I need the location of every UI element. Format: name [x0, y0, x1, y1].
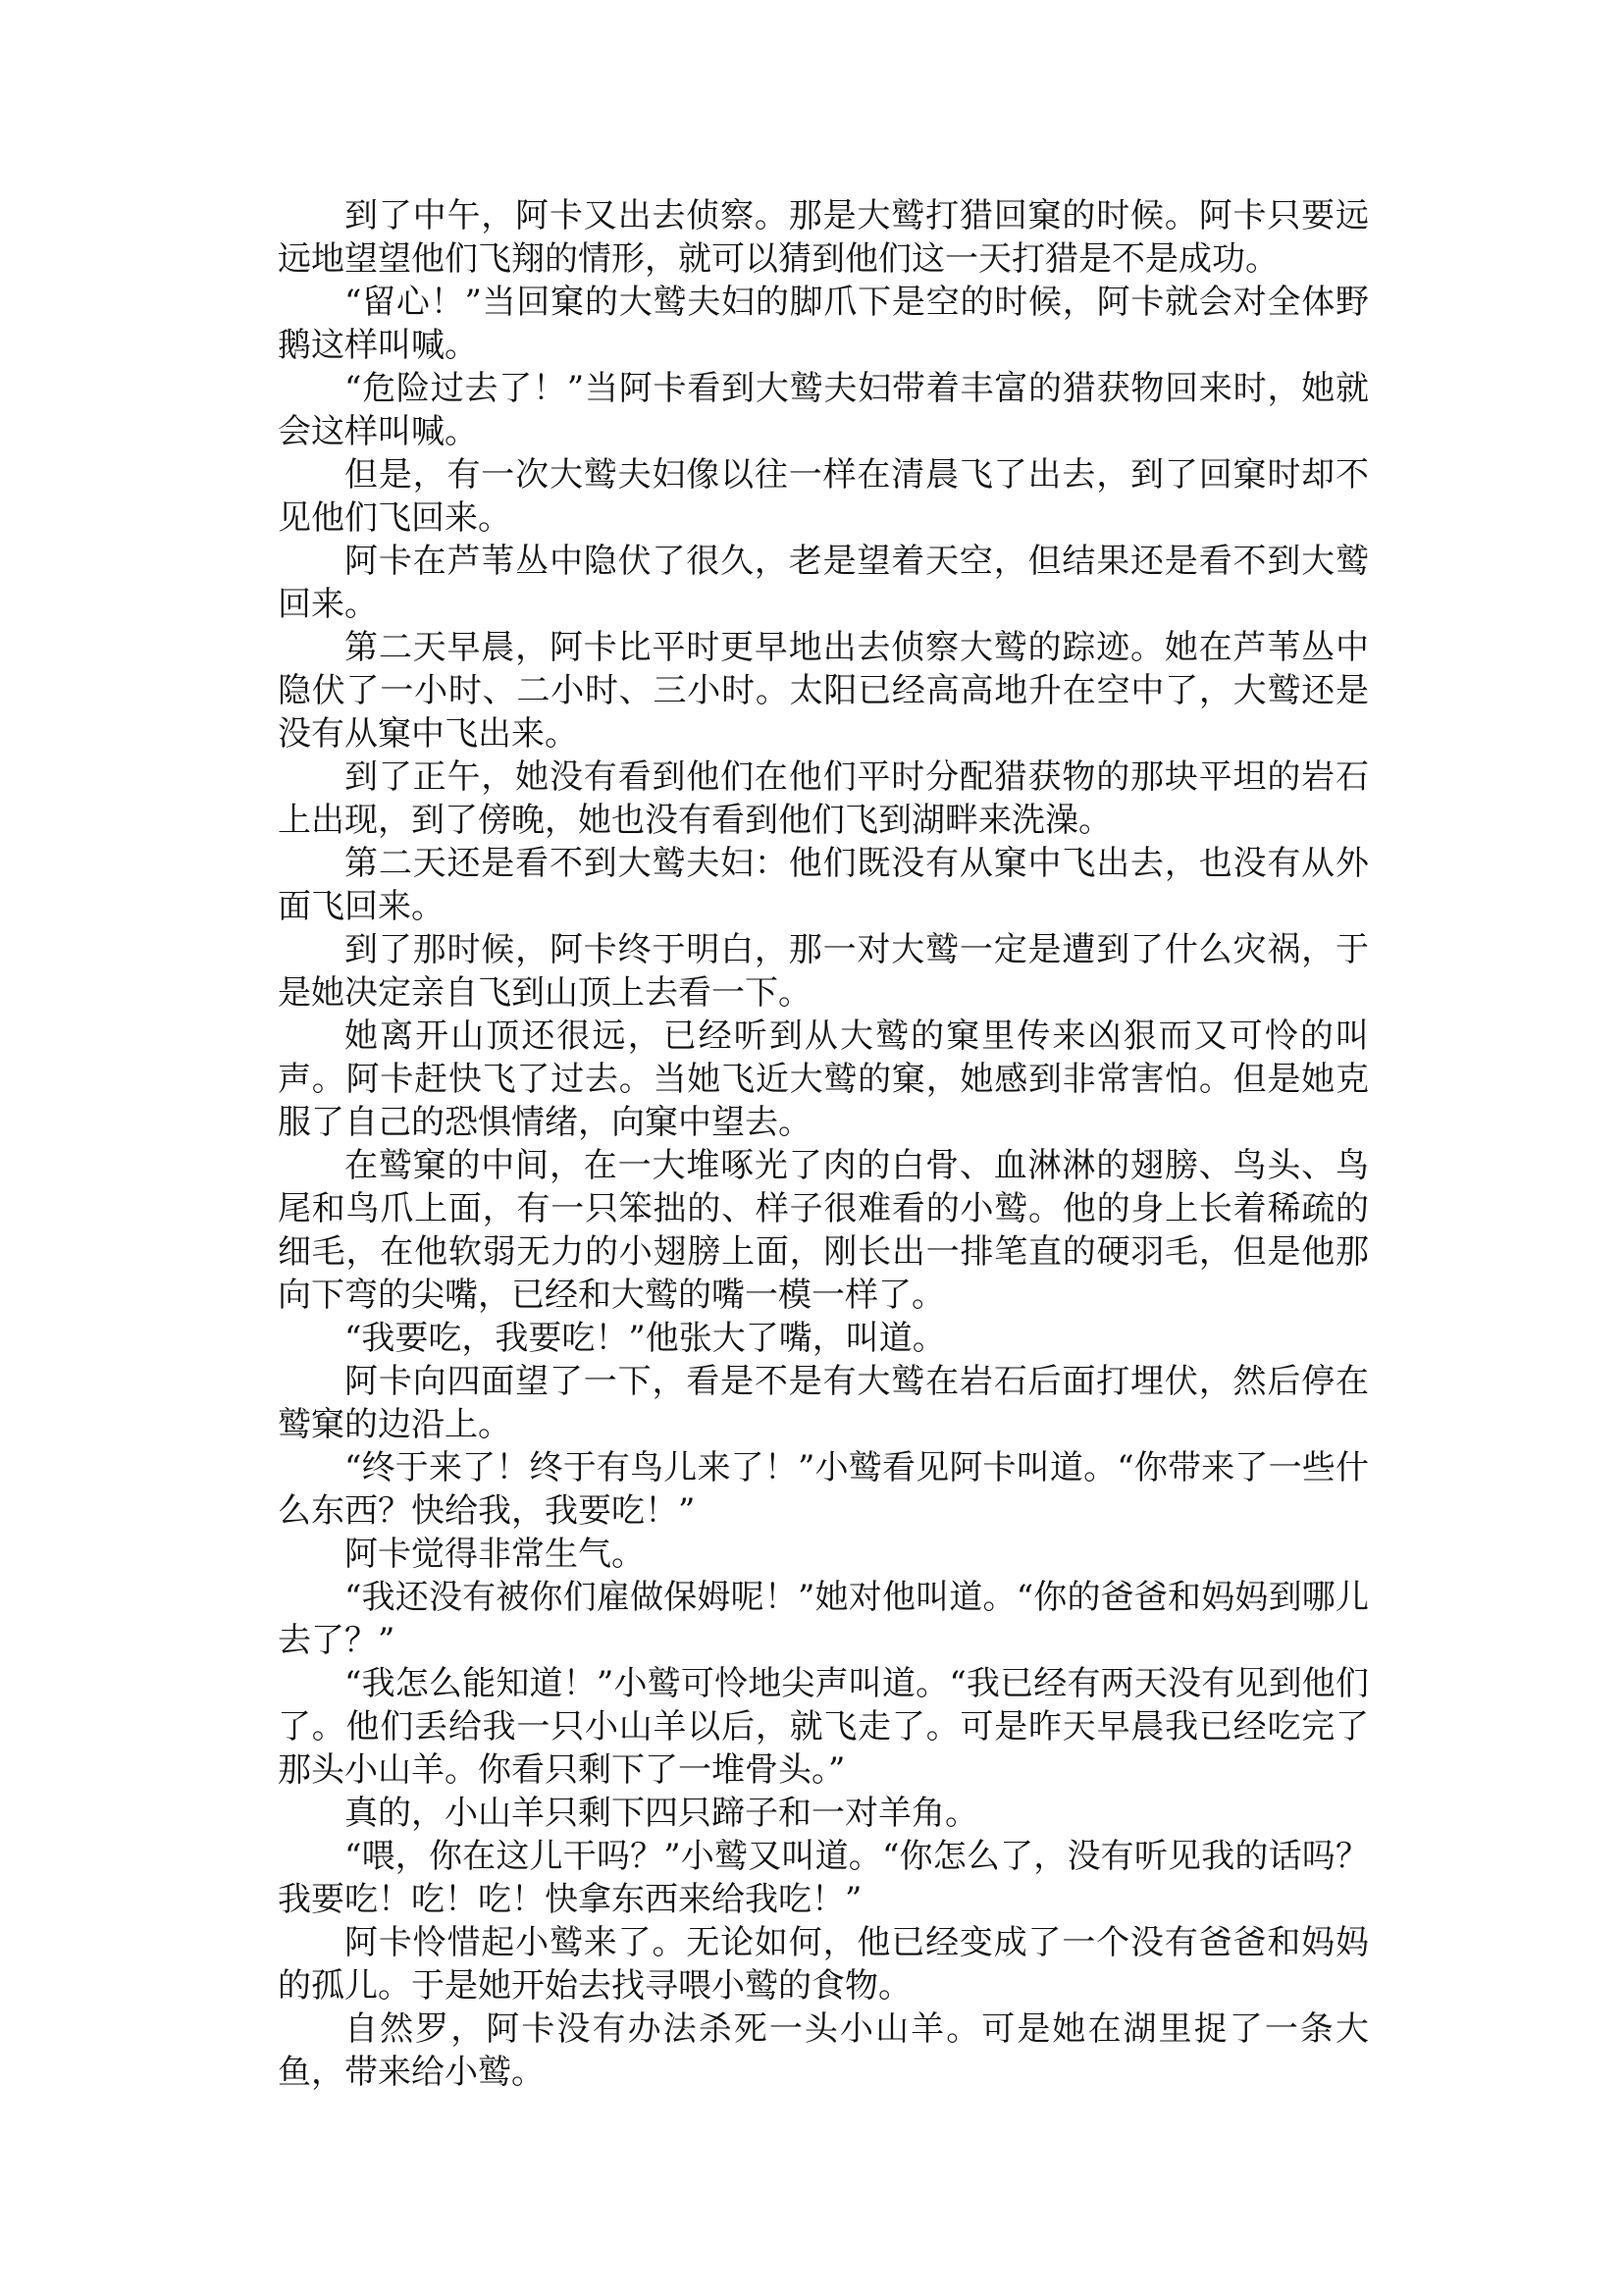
paragraph: 第二天还是看不到大鹫夫妇：他们既没有从窠中飞出去，也没有从外面飞回来。 — [278, 844, 1369, 926]
story-text — [278, 194, 1369, 2094]
paragraph: “喂，你在这儿干吗？”小鹫又叫道。“你怎么了，没有听见我的话吗？我要吃！吃！吃！快拿东西来给我吃！” — [278, 1837, 1369, 1919]
paragraph: “我怎么能知道！”小鹫可怜地尖声叫道。“我已经有两天没有见到他们了。他们丢给我一只小山羊以后，就飞走了。可是昨天早晨我已经吃完了那头小山羊。你看只剩下了一堆骨头。” — [278, 1664, 1369, 1790]
paragraph: 阿卡向四面望了一下，看是不是有大鹫在岩石后面打埋伏，然后停在鹫窠的边沿上。 — [278, 1362, 1369, 1444]
paragraph: “留心！”当回窠的大鹫夫妇的脚爪下是空的时候，阿卡就会对全体野鹅这样叫喊。 — [278, 283, 1369, 365]
paragraph: 她离开山顶还很远，已经听到从大鹫的窠里传来凶狠而又可怜的叫声。阿卡赶快飞了过去。当她飞近大鹫的窠，她感到非常害怕。但是她克服了自己的恐惧情绪，向窠中望去。 — [278, 1017, 1369, 1142]
paragraph: 到了中午，阿卡又出去侦察。那是大鹫打猎回窠的时候。阿卡只要远远地望望他们飞翔的情形，就可以猜到他们这一天打猎是不是成功。 — [278, 196, 1369, 279]
paragraph: 真的，小山羊只剩下四只蹄子和一对羊角。 — [344, 1794, 978, 1833]
paragraph: 到了正午，她没有看到他们在他们平时分配猎获物的那块平坦的岩石上出现，到了傍晚，她也没有看到他们飞到湖畔来洗澡。 — [278, 757, 1369, 840]
paragraph: 到了那时候，阿卡终于明白，那一对大鹫一定是遭到了什么灾祸，于是她决定亲自飞到山顶上去看一下。 — [278, 930, 1369, 1013]
paragraph: 在鹫窠的中间，在一大堆啄光了肉的白骨、血淋淋的翅膀、鸟头、鸟尾和鸟爪上面，有一只笨拙的、样子很难看的小鹫。他的身上长着稀疏的细毛，在他软弱无力的小翅膀上面，刚长出一排笔直的硬羽毛，但是他那向下弯的尖嘴，已经和大鹫的嘴一模一样了。 — [278, 1146, 1369, 1315]
paragraph: “危险过去了！”当阿卡看到大鹫夫妇带着丰富的猎获物回来时，她就会这样叫喊。 — [278, 369, 1369, 451]
paragraph: “我要吃，我要吃！”他张大了嘴，叫道。 — [344, 1319, 946, 1358]
paragraph: 自然罗，阿卡没有办法杀死一头小山羊。可是她在湖里捉了一条大鱼，带来给小鹫。 — [278, 2009, 1369, 2092]
paragraph: 阿卡在芦苇丛中隐伏了很久，老是望着天空，但结果还是看不到大鹫回来。 — [278, 542, 1369, 624]
paragraph: “我还没有被你们雇做保姆呢！”她对他叫道。“你的爸爸和妈妈到哪儿去了？” — [278, 1578, 1369, 1660]
paragraph: 阿卡怜惜起小鹫来了。无论如何，他已经变成了一个没有爸爸和妈妈的孤儿。于是她开始去找寻喂小鹫的食物。 — [278, 1923, 1369, 2006]
paragraph: 第二天早晨，阿卡比平时更早地出去侦察大鹫的踪迹。她在芦苇丛中隐伏了一小时、二小时、三小时。太阳已经高高地升在空中了，大鹫还是没有从窠中飞出来。 — [278, 628, 1369, 754]
paragraph: 但是，有一次大鹫夫妇像以往一样在清晨飞了出去，到了回窠时却不见他们飞回来。 — [278, 455, 1369, 538]
paragraph: “终于来了！终于有鸟儿来了！”小鹫看见阿卡叫道。“你带来了一些什么东西？快给我，我要吃！” — [278, 1448, 1369, 1531]
paragraph: 阿卡觉得非常生气。 — [344, 1535, 645, 1574]
